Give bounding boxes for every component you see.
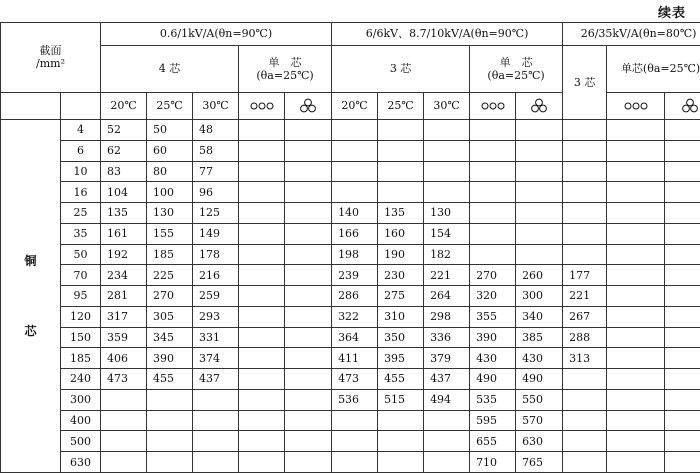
ampacity-value [665,161,700,182]
ampacity-value [239,203,285,224]
section-value: 16 [61,182,101,203]
ampacity-value [424,120,470,141]
ampacity-value [285,327,332,348]
single-core-label-2: 单 芯 [499,55,533,69]
ampacity-value: 77 [193,161,239,182]
ampacity-value [665,348,700,369]
ampacity-value: 390 [470,327,516,348]
ampacity-value: 83 [101,161,147,182]
ampacity-value [665,452,700,473]
ampacity-value [665,431,700,452]
ampacity-value: 192 [101,244,147,265]
section-value: 95 [61,286,101,307]
temp-header: 30℃ [424,92,470,119]
ampacity-value [607,140,665,161]
ampacity-value: 234 [101,265,147,286]
ampacity-value [470,140,516,161]
ampacity-value: 221 [563,286,607,307]
ampacity-value: 130 [424,203,470,224]
ampacity-value [470,120,516,141]
ampacity-value [285,431,332,452]
ampacity-value: 230 [378,265,424,286]
ampacity-value: 473 [101,369,147,390]
three-core-header-b: 3 芯 [563,45,607,119]
ampacity-value: 765 [516,452,563,473]
ampacity-value [470,203,516,224]
ampacity-value [563,140,607,161]
ampacity-value [378,182,424,203]
ampacity-value [607,223,665,244]
ampacity-value: 310 [378,306,424,327]
table-row [1,369,700,390]
four-core-header: 4 芯 [101,45,239,92]
ampacity-value: 570 [516,410,563,431]
material-header-blank [1,92,61,119]
ampacity-value: 293 [193,306,239,327]
ampacity-value: 550 [516,389,563,410]
flat-arrangement-icon [239,92,285,119]
ampacity-value [424,431,470,452]
ampacity-value [607,286,665,307]
ampacity-value [607,369,665,390]
ampacity-value [193,431,239,452]
ampacity-value [665,327,700,348]
ampacity-value: 135 [101,203,147,224]
ampacity-value: 345 [147,327,193,348]
group-2-header: 6/6kV、8.7/10kV/A(θn=90℃) [332,23,563,46]
ampacity-value [607,348,665,369]
ampacity-value: 490 [470,369,516,390]
ampacity-value: 313 [563,348,607,369]
ampacity-value: 58 [193,140,239,161]
ampacity-value [665,244,700,265]
ampacity-value [332,161,378,182]
section-header [1,23,101,93]
ampacity-value [147,389,193,410]
flat-arrangement-icon [470,92,516,119]
temp-header: 25℃ [147,92,193,119]
ampacity-value [607,203,665,224]
ampacity-value: 190 [378,244,424,265]
single-core-header-3: 单芯(θa=25℃) [607,45,700,92]
ampacity-value: 178 [193,244,239,265]
ampacity-value [563,182,607,203]
ampacity-value [665,120,700,141]
continued-label: 续表 [657,6,686,21]
ampacity-value [285,410,332,431]
table-row [1,244,700,265]
ampacity-value: 288 [563,327,607,348]
trefoil-arrangement-icon [285,92,332,119]
ampacity-value [378,410,424,431]
ampacity-value [239,120,285,141]
ampacity-value [239,140,285,161]
ampacity-value: 630 [516,431,563,452]
ampacity-value [378,431,424,452]
ampacity-value [424,410,470,431]
ampacity-value [285,369,332,390]
ampacity-value [516,244,563,265]
ampacity-value: 275 [378,286,424,307]
ampacity-value [101,452,147,473]
trefoil-arrangement-icon [516,92,563,119]
temp-header: 20℃ [332,92,378,119]
ampacity-value [563,369,607,390]
ampacity-value [239,327,285,348]
ampacity-value: 80 [147,161,193,182]
ampacity-value [665,223,700,244]
ampacity-value: 317 [101,306,147,327]
ampacity-value: 259 [193,286,239,307]
ampacity-value [563,161,607,182]
ampacity-value [516,140,563,161]
ampacity-value [101,431,147,452]
ampacity-value [239,161,285,182]
ampacity-value [285,286,332,307]
ampacity-value: 198 [332,244,378,265]
ampacity-value: 655 [470,431,516,452]
ampacity-value [563,223,607,244]
ampacity-value: 130 [147,203,193,224]
ampacity-value [516,182,563,203]
ampacity-value: 166 [332,223,378,244]
ampacity-value [563,120,607,141]
table-row [1,161,700,182]
ampacity-value: 281 [101,286,147,307]
ampacity-value: 536 [332,389,378,410]
ampacity-value: 104 [101,182,147,203]
ampacity-value [378,161,424,182]
ampacity-value: 300 [516,286,563,307]
ampacity-value: 395 [378,348,424,369]
material-char: 芯 [24,323,37,338]
ampacity-value: 411 [332,348,378,369]
section-label: 截面 [39,44,62,58]
ampacity-value: 264 [424,286,470,307]
ampacity-value [239,286,285,307]
table-row [1,452,700,473]
ampacity-value [607,265,665,286]
ampacity-value [332,431,378,452]
ampacity-value: 430 [516,348,563,369]
ampacity-value [239,244,285,265]
ampacity-value [563,244,607,265]
ampacity-value [470,223,516,244]
single-core-label-1: 单 芯 [268,55,302,69]
ampacity-value [665,140,700,161]
table-row [1,140,700,161]
ampacity-value [665,389,700,410]
table-row [1,348,700,369]
ampacity-value: 355 [470,306,516,327]
ampacity-value [607,389,665,410]
section-value: 150 [61,327,101,348]
ampacity-value [607,327,665,348]
ampacity-value [424,161,470,182]
ampacity-value [239,431,285,452]
ampacity-value [147,452,193,473]
ampacity-value [147,431,193,452]
single-core-cond-2: (θa=25℃) [487,68,545,82]
table-row [1,182,700,203]
section-value: 185 [61,348,101,369]
header-row-2 [1,45,700,92]
section-value: 25 [61,203,101,224]
ampacity-value: 160 [378,223,424,244]
ampacity-value [239,306,285,327]
ampacity-value: 437 [193,369,239,390]
section-col-blank [61,92,101,119]
ampacity-value: 331 [193,327,239,348]
header-row-1 [1,23,700,46]
ampacity-value: 385 [516,327,563,348]
material-char: 铜 [24,253,37,268]
ampacity-value: 374 [193,348,239,369]
section-value: 300 [61,389,101,410]
ampacity-value: 182 [424,244,470,265]
group-1-header: 0.6/1kV/A(θn=90℃) [101,23,332,46]
trefoil-arrangement-icon [665,92,700,119]
ampacity-value [239,452,285,473]
ampacity-value [239,389,285,410]
ampacity-value [516,203,563,224]
ampacity-value [563,431,607,452]
ampacity-value: 140 [332,203,378,224]
ampacity-value [665,203,700,224]
ampacity-value [378,140,424,161]
ampacity-value: 494 [424,389,470,410]
ampacity-value [378,452,424,473]
temp-header: 25℃ [378,92,424,119]
ampacity-value: 336 [424,327,470,348]
single-core-header-2 [470,45,563,92]
ampacity-value: 350 [378,327,424,348]
table-row [1,410,700,431]
ampacity-value: 177 [563,265,607,286]
temp-header: 20℃ [101,92,147,119]
ampacity-value [285,140,332,161]
table-row [1,327,700,348]
ampacity-value [607,306,665,327]
ampacity-value: 60 [147,140,193,161]
ampacity-value: 364 [332,327,378,348]
ampacity-value [285,120,332,141]
ampacity-value: 710 [470,452,516,473]
section-value: 10 [61,161,101,182]
ampacity-value [516,223,563,244]
ampacity-value: 379 [424,348,470,369]
ampacity-value [607,120,665,141]
ampacity-value [285,265,332,286]
ampacity-value: 50 [147,120,193,141]
ampacity-value [239,348,285,369]
ampacity-value [332,410,378,431]
ampacity-value [239,265,285,286]
ampacity-value [470,244,516,265]
ampacity-value: 305 [147,306,193,327]
section-value: 35 [61,223,101,244]
ampacity-value [101,410,147,431]
ampacity-value [665,306,700,327]
ampacity-value: 430 [470,348,516,369]
ampacity-value: 473 [332,369,378,390]
ampacity-value: 359 [101,327,147,348]
ampacity-value [470,182,516,203]
ampacity-value: 48 [193,120,239,141]
ampacity-value: 322 [332,306,378,327]
ampacity-value [607,452,665,473]
ampacity-value: 96 [193,182,239,203]
ampacity-value [285,203,332,224]
table-row [1,265,700,286]
section-value: 6 [61,140,101,161]
ampacity-value: 52 [101,120,147,141]
ampacity-value: 216 [193,265,239,286]
group-3-header: 26/35kV/A(θn=80℃) [563,23,700,46]
ampacity-value: 155 [147,223,193,244]
three-core-header: 3 芯 [332,45,470,92]
material-cell [1,120,61,473]
table-row [1,389,700,410]
single-core-header-1 [239,45,332,92]
ampacity-value: 185 [147,244,193,265]
ampacity-value [665,369,700,390]
ampacity-table [0,22,700,473]
single-core-cond-1: (θa=25℃) [256,68,314,82]
ampacity-value [239,369,285,390]
ampacity-value [285,348,332,369]
ampacity-value [665,182,700,203]
ampacity-value [239,182,285,203]
ampacity-value: 239 [332,265,378,286]
ampacity-value [424,182,470,203]
ampacity-value [378,120,424,141]
ampacity-value: 135 [378,203,424,224]
table-row [1,223,700,244]
ampacity-value [563,389,607,410]
ampacity-value [239,410,285,431]
section-value: 70 [61,265,101,286]
ampacity-value: 161 [101,223,147,244]
ampacity-value: 515 [378,389,424,410]
ampacity-value [607,431,665,452]
ampacity-value [607,410,665,431]
section-value: 50 [61,244,101,265]
flat-arrangement-icon [607,92,665,119]
ampacity-value: 320 [470,286,516,307]
ampacity-value [563,452,607,473]
ampacity-value: 225 [147,265,193,286]
ampacity-value [285,306,332,327]
section-unit: /mm² [36,57,65,71]
ampacity-value: 437 [424,369,470,390]
ampacity-value: 267 [563,306,607,327]
ampacity-value [332,120,378,141]
ampacity-value: 286 [332,286,378,307]
ampacity-value [665,410,700,431]
section-value: 630 [61,452,101,473]
ampacity-value: 455 [378,369,424,390]
ampacity-value: 100 [147,182,193,203]
ampacity-value: 390 [147,348,193,369]
ampacity-value [285,389,332,410]
ampacity-value [193,452,239,473]
section-value: 120 [61,306,101,327]
ampacity-value [470,161,516,182]
ampacity-value [665,286,700,307]
ampacity-value: 340 [516,306,563,327]
ampacity-value [607,182,665,203]
ampacity-value: 62 [101,140,147,161]
ampacity-value [285,452,332,473]
ampacity-value [665,265,700,286]
ampacity-value: 595 [470,410,516,431]
section-value: 500 [61,431,101,452]
ampacity-value [424,140,470,161]
section-value: 4 [61,120,101,141]
ampacity-value [147,410,193,431]
table-row [1,431,700,452]
ampacity-value: 154 [424,223,470,244]
section-value: 400 [61,410,101,431]
temp-header: 30℃ [193,92,239,119]
ampacity-value: 270 [470,265,516,286]
ampacity-value [516,161,563,182]
ampacity-value [563,410,607,431]
table-row [1,203,700,224]
ampacity-value: 535 [470,389,516,410]
table-row [1,120,700,141]
ampacity-value [424,452,470,473]
ampacity-value: 270 [147,286,193,307]
table-row [1,286,700,307]
ampacity-value [101,389,147,410]
ampacity-value: 406 [101,348,147,369]
ampacity-value: 149 [193,223,239,244]
ampacity-value [193,410,239,431]
ampacity-value [285,244,332,265]
ampacity-value [607,244,665,265]
ampacity-value: 298 [424,306,470,327]
ampacity-value [285,182,332,203]
ampacity-value: 125 [193,203,239,224]
ampacity-value: 260 [516,265,563,286]
ampacity-value [285,223,332,244]
ampacity-value [563,203,607,224]
ampacity-value [332,182,378,203]
ampacity-value [607,161,665,182]
table-row [1,306,700,327]
ampacity-value [285,161,332,182]
ampacity-value: 221 [424,265,470,286]
ampacity-value [193,389,239,410]
ampacity-value [332,140,378,161]
ampacity-value: 455 [147,369,193,390]
ampacity-value [239,223,285,244]
ampacity-value [516,120,563,141]
section-value: 240 [61,369,101,390]
ampacity-value: 490 [516,369,563,390]
ampacity-value [332,452,378,473]
